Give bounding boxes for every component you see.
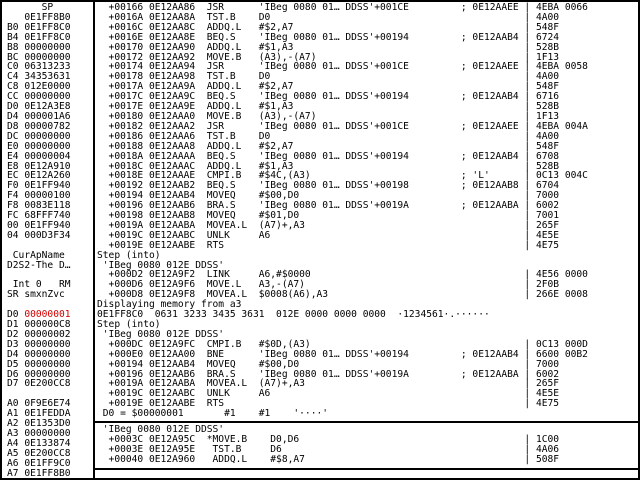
register-row-d3: D3 00000000: [7, 338, 71, 350]
stack-dump-row: C4 34353631: [7, 71, 71, 83]
register-value: 00000000: [24, 358, 71, 370]
register-value: 00000000: [24, 368, 71, 380]
disasm-line: +0016A 0E12AA8A TST.B D0 | 4A00: [97, 11, 560, 23]
disasm-line: +00188 0E12AAA8 ADDQ.L #$2,A7 | 548F: [97, 140, 560, 152]
disasm-line: +00192 0E12AAB2 BEQ.S 'IBeg 0080 01… DDSS'+00198 ; 0E12AAB8 | 6704: [97, 180, 560, 192]
stack-dump-row: B4 0E1FF8C0: [7, 31, 71, 43]
disasm-line: +00172 0E12AA92 MOVE.B (A3),-(A7) | 1F13: [97, 51, 560, 63]
register-value: 0F9E6E74: [24, 398, 71, 410]
segment-header: 'IBeg 0080 012E DDSS': [97, 424, 225, 435]
stack-dump-row: FC 68FFF740: [7, 210, 71, 222]
register-result-line: D0 = $00000001 #1 #1 '····': [97, 408, 329, 420]
stack-dump-row: E0 00000000: [7, 140, 71, 152]
register-value: 0E200CC8: [24, 378, 71, 390]
stack-dump-row: C0 06313233: [7, 61, 71, 73]
curapname-value: D2S2-The D…: [7, 259, 71, 271]
register-value: 00000000: [24, 427, 71, 439]
stack-dump-row: F8 0083E118: [7, 200, 71, 212]
command-area-divider: [95, 468, 640, 470]
disasm-line: +00178 0E12AA98 TST.B D0 | 4A00: [97, 71, 560, 83]
stack-dump-row: E8 0E12A910: [7, 160, 71, 172]
register-row-a5: A5 0E200CC8: [7, 447, 71, 459]
register-value: 0E1353D0: [24, 418, 71, 430]
disasm-line: +0003E 0E12A95E TST.B D6 | 4A06: [97, 443, 560, 455]
stack-dump-row: BC 00000000: [7, 51, 71, 63]
register-row-d5: D5 00000000: [7, 358, 71, 370]
register-row-d0: D0 00000001: [7, 309, 71, 321]
pc-disassembly-area: [97, 425, 638, 465]
disasm-line: +0003C 0E12A95C *MOVE.B D0,D6 | 1C00: [97, 433, 560, 445]
disasm-line: +0018C 0E12AAAC ADDQ.L #$1,A3 | 528B: [97, 160, 560, 172]
interrupt-status: Int 0 RM: [7, 279, 71, 291]
pc-area-divider-top: [95, 421, 640, 423]
register-row-d1: D1 000000C8: [7, 319, 71, 330]
disasm-line: +00182 0E12AAA2 JSR 'IBeg 0080 01… DDSS'+001CE ; 0E12AAEE | 4EBA 004A: [97, 120, 588, 132]
disasm-line: +000D2 0E12A9F2 LINK A6,#$0000 | 4E56 0000: [97, 269, 588, 281]
memory-dump-line: 0E1FF8C0 0631 3233 3435 3631 012E 0000 0000 0000 ·1234561·.······: [97, 309, 490, 321]
status-line: Step (into): [97, 249, 161, 261]
disasm-line: +00196 0E12AAB6 BRA.S 'IBeg 0080 01… DDSS'+0019A ; 0E12AABA | 6002: [97, 200, 560, 212]
disasm-line: +00174 0E12AA94 JSR 'IBeg 0080 01… DDSS'+001CE ; 0E12AAEE | 4EBA 0058: [97, 61, 588, 73]
stack-dump-row: C8 012E0000: [7, 81, 71, 93]
disasm-line: +0016C 0E12AA8C ADDQ.L #$2,A7 | 548F: [97, 21, 560, 33]
sp-value: 0E1FF8B0: [7, 11, 71, 23]
disasm-line: +0016E 0E12AA8E BEQ.S 'IBeg 0080 01… DDSS'+00194 ; 0E12AAB4 | 6724: [97, 31, 560, 43]
register-value: 0E1FEDDA: [24, 408, 71, 420]
disasm-line: +0019C 0E12AABC UNLK A6 | 4E5E: [97, 229, 560, 241]
stack-dump-row: F4 00000100: [7, 190, 71, 202]
register-row-a6: A6 0E1FF9C0: [7, 457, 71, 469]
register-value: 00000002: [24, 328, 71, 340]
disasm-line: +00194 0E12AAB4 MOVEQ #$00,D0 | 7000: [97, 358, 560, 370]
register-row-d7: D7 0E200CC8: [7, 378, 71, 390]
disasm-line: +0019A 0E12AABA MOVEA.L (A7)+,A3 | 265F: [97, 378, 560, 390]
disasm-line: +00186 0E12AAA6 TST.B D0 | 4A00: [97, 130, 560, 142]
status-line: Displaying memory from a3: [97, 299, 242, 311]
register-row-d4: D4 00000000: [7, 348, 71, 360]
register-row-a2: A2 0E1353D0: [7, 418, 71, 430]
disasm-line: +0019E 0E12AABE RTS | 4E75: [97, 239, 560, 251]
stack-dump-row: B0 0E1FF8C0: [7, 21, 71, 33]
status-register: SR smxnZvc: [7, 289, 65, 301]
disasm-line: +00196 0E12AAB6 BRA.S 'IBeg 0080 01… DDSS'+0019A ; 0E12AABA | 6002: [97, 368, 560, 380]
disasm-line: +00040 0E12A960 ADDQ.L #$8,A7 | 508F: [97, 453, 560, 465]
stack-dump-row: DC 00000000: [7, 130, 71, 142]
register-row-a4: A4 0E133874: [7, 437, 71, 449]
register-row-d2: D2 00000002: [7, 328, 71, 340]
disasm-line: +00170 0E12AA90 ADDQ.L #$1,A3 | 528B: [97, 41, 560, 53]
disasm-line: +0019E 0E12AABE RTS | 4E75: [97, 398, 560, 410]
segment-header: 'IBeg 0080 012E DDSS': [97, 328, 225, 340]
disasm-line: +00180 0E12AAA0 MOVE.B (A3),-(A7) | 1F13: [97, 110, 560, 122]
register-row-a1: A1 0E1FEDDA: [7, 408, 71, 420]
stack-dump-row: E4 00000004: [7, 150, 71, 162]
stack-dump-row: 04 000D3F34: [7, 229, 71, 241]
disasm-line: +00194 0E12AAB4 MOVEQ #$00,D0 | 7000: [97, 190, 560, 202]
register-value: 0E200CC8: [24, 447, 71, 459]
register-value: 00000000: [24, 338, 71, 350]
register-row-a3: A3 00000000: [7, 427, 71, 439]
disasm-line: +0019A 0E12AABA MOVEA.L (A7)+,A3 | 265F: [97, 219, 560, 231]
curapname-label: CurApName: [7, 249, 65, 261]
disasm-line: +0017E 0E12AA9E ADDQ.L #$1,A3 | 528B: [97, 101, 560, 113]
register-row-d6: D6 00000000: [7, 368, 71, 380]
disasm-line: +00198 0E12AAB8 MOVEQ #$01,D0 | 7001: [97, 210, 560, 222]
register-value: 000000C8: [24, 319, 71, 330]
status-line: Step (into): [97, 319, 161, 330]
stack-dump-row: CC 00000000: [7, 91, 71, 103]
stack-dump-row: F0 0E1FF940: [7, 180, 71, 192]
disasm-line: +000E0 0E12AA00 BNE 'IBeg 0080 01… DDSS'+00194 ; 0E12AAB4 | 6600 00B2: [97, 348, 588, 360]
register-value: 0E133874: [24, 437, 71, 449]
disasm-line: +000D8 0E12A9F8 MOVEA.L $0008(A6),A3 | 266E 0008: [97, 289, 588, 301]
disasm-line: +000DC 0E12A9FC CMPI.B #$0D,(A3) | 0C13 000D: [97, 338, 588, 350]
disasm-line: +00166 0E12AA86 JSR 'IBeg 0080 01… DDSS'+001CE ; 0E12AAEE | 4EBA 0066: [97, 2, 588, 13]
register-value: 0E1FF9C0: [24, 457, 71, 469]
register-sidebar: [2, 3, 93, 479]
register-row-a7: A7 0E1FF8B0: [7, 467, 71, 479]
disasm-line: +0018A 0E12AAAA BEQ.S 'IBeg 0080 01… DDSS'+00194 ; 0E12AAB4 | 6708: [97, 150, 560, 162]
disasm-line: +000D6 0E12A9F6 MOVE.L A3,-(A7) | 2F0B: [97, 279, 560, 291]
sp-label: SP: [7, 2, 54, 13]
register-value: 0E1FF8B0: [24, 467, 71, 479]
stack-dump-row: 00 0E1FF940: [7, 219, 71, 231]
segment-header: 'IBeg 0080 012E DDSS': [97, 259, 225, 271]
stack-dump-row: D0 0E12A3E8: [7, 101, 71, 113]
sidebar-divider: [93, 0, 95, 480]
stack-dump-row: D8 00000782: [7, 120, 71, 132]
disasm-line: +0017C 0E12AA9C BEQ.S 'IBeg 0080 01… DDSS'+00194 ; 0E12AAB4 | 6716: [97, 91, 560, 103]
disasm-line: +0018E 0E12AAAE CMPI.B #$4C,(A3) ; 'L' | 0C13 004C: [97, 170, 588, 182]
stack-dump-row: D4 000001A6: [7, 110, 71, 122]
command-line-input[interactable]: [97, 471, 638, 479]
stack-dump-row: EC 0E12A260: [7, 170, 71, 182]
disasm-line: +0017A 0E12AA9A ADDQ.L #$2,A7 | 548F: [97, 81, 560, 93]
scrollback-area: [97, 3, 638, 419]
stack-dump-row: B8 00000000: [7, 41, 71, 53]
register-value: 00000000: [24, 348, 71, 360]
disasm-line: +0019C 0E12AABC UNLK A6 | 4E5E: [97, 388, 560, 400]
register-value: 00000001: [24, 309, 71, 321]
register-row-a0: A0 0F9E6E74: [7, 398, 71, 410]
